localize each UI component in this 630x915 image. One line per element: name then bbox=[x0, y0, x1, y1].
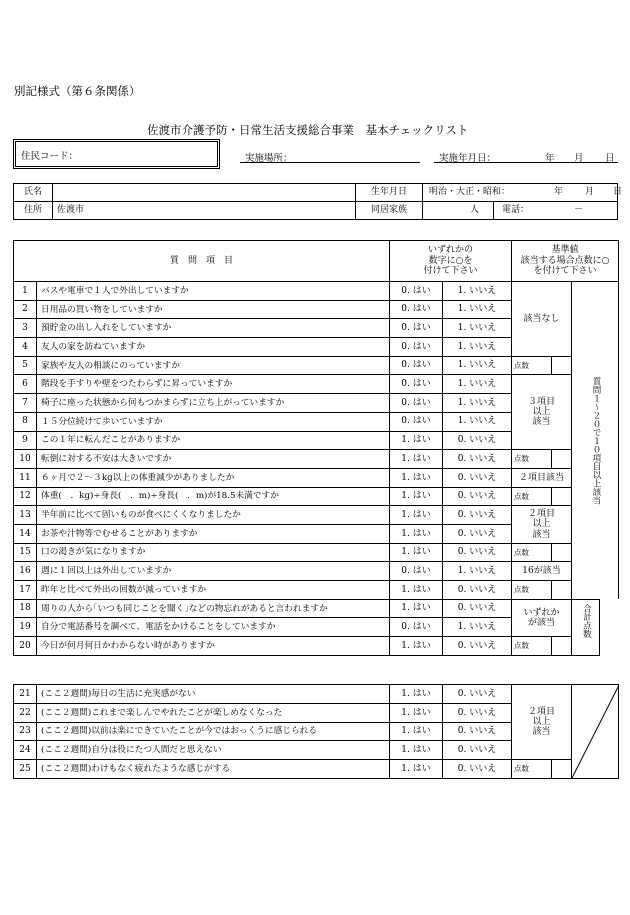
answer-option-b[interactable]: 1. いいえ bbox=[443, 282, 512, 301]
table-row bbox=[14, 506, 619, 525]
answer-option-b[interactable]: 0. いいえ bbox=[443, 703, 512, 722]
points-blank[interactable] bbox=[552, 543, 572, 562]
question-text: 週に１回以上は外出していますか bbox=[37, 562, 390, 581]
answer-option-b[interactable]: 1. いいえ bbox=[443, 375, 512, 394]
answer-option-b[interactable]: 1. いいえ bbox=[443, 618, 512, 637]
answer-option-a[interactable]: 1. はい bbox=[390, 431, 443, 450]
question-number: 22 bbox=[14, 703, 37, 722]
question-number: 2 bbox=[14, 300, 37, 319]
question-number: 12 bbox=[14, 487, 37, 506]
answer-option-a[interactable]: 0. はい bbox=[390, 319, 443, 338]
answer-option-b[interactable]: 0. いいえ bbox=[443, 637, 512, 656]
question-text: 転倒に対する不安は大きいですか bbox=[37, 450, 390, 469]
answer-option-b[interactable]: 0. いいえ bbox=[443, 685, 512, 704]
birth-label: 生年月日 bbox=[356, 184, 423, 202]
question-number: 9 bbox=[14, 431, 37, 450]
resident-code-label: 住民コード： bbox=[21, 151, 79, 162]
depression-table bbox=[13, 684, 619, 779]
question-number: 5 bbox=[14, 356, 37, 375]
question-number: 23 bbox=[14, 722, 37, 741]
diagonal-line bbox=[572, 685, 619, 778]
answer-option-b[interactable]: 0. いいえ bbox=[443, 599, 512, 618]
impl-date-year: 年 bbox=[545, 153, 555, 164]
points-blank[interactable] bbox=[552, 450, 572, 469]
table-row bbox=[14, 562, 619, 581]
answer-option-b[interactable]: 1. いいえ bbox=[443, 356, 512, 375]
points-cell[interactable]: 点数 bbox=[512, 581, 552, 600]
table-row bbox=[14, 581, 619, 600]
points-cell[interactable]: 点数 bbox=[512, 356, 552, 375]
impl-date-day: 日 bbox=[605, 153, 615, 164]
address-label: 住所 bbox=[14, 202, 53, 220]
criteria-2-items[interactable]: ２項目該当 bbox=[512, 468, 572, 487]
points-cell[interactable]: 点数 bbox=[512, 487, 552, 506]
name-field[interactable] bbox=[53, 184, 356, 202]
table-row bbox=[14, 282, 619, 301]
answer-option-b[interactable]: 0. いいえ bbox=[443, 450, 512, 469]
question-text: 今日が何月何日かわからない時がありますか bbox=[37, 637, 390, 656]
answer-option-b[interactable]: 1. いいえ bbox=[443, 319, 512, 338]
table-row bbox=[14, 599, 619, 618]
table-row bbox=[14, 468, 619, 487]
question-number: 18 bbox=[14, 599, 37, 618]
household-field[interactable] bbox=[423, 202, 494, 220]
answer-option-a[interactable]: 0. はい bbox=[390, 300, 443, 319]
question-number: 1 bbox=[14, 282, 37, 301]
answer-option-a[interactable]: 1. はい bbox=[390, 703, 443, 722]
answer-option-a[interactable]: 0. はい bbox=[390, 356, 443, 375]
question-number: 25 bbox=[14, 760, 37, 779]
criteria-either[interactable]: いずれか が該当 bbox=[512, 599, 572, 636]
question-text: 自分で電話番号を調べて、電話をかけることをしていますか bbox=[37, 618, 390, 637]
answer-option-b[interactable]: 0. いいえ bbox=[443, 431, 512, 450]
question-text: 階段を手すりや壁をつたわらずに昇っていますか bbox=[37, 375, 390, 394]
criteria-q1-20: 質問１～２０で１０項目以上該当 bbox=[590, 376, 601, 505]
table-row bbox=[14, 760, 619, 779]
question-number: 19 bbox=[14, 618, 37, 637]
impl-date-month: 月 bbox=[574, 153, 584, 164]
birth-day: 日 bbox=[613, 187, 623, 197]
question-number: 21 bbox=[14, 685, 37, 704]
doc-title: 佐渡市介護予防・日常生活支援総合事業 基本チェックリスト bbox=[147, 123, 469, 137]
answer-option-a[interactable]: 1. はい bbox=[390, 637, 443, 656]
table-row bbox=[14, 487, 619, 506]
total-cell[interactable] bbox=[572, 599, 600, 655]
question-number: 10 bbox=[14, 450, 37, 469]
personal-info-table bbox=[13, 183, 623, 220]
answer-option-b[interactable]: 0. いいえ bbox=[443, 722, 512, 741]
answer-option-a[interactable]: 1. はい bbox=[390, 741, 443, 760]
question-text: バスや電車で１人で外出していますか bbox=[37, 282, 390, 301]
answer-option-b[interactable]: 1. いいえ bbox=[443, 562, 512, 581]
question-text: 日用品の買い物をしていますか bbox=[37, 300, 390, 319]
total-blank[interactable] bbox=[600, 599, 619, 655]
answer-option-b[interactable]: 0. いいえ bbox=[443, 524, 512, 543]
answer-option-a[interactable]: 1. はい bbox=[390, 506, 443, 525]
points-blank[interactable] bbox=[552, 637, 572, 656]
answer-option-a[interactable]: 0. はい bbox=[390, 562, 443, 581]
points-blank[interactable] bbox=[552, 581, 572, 600]
question-text: (ここ２週間)毎日の生活に充実感がない bbox=[37, 685, 390, 704]
answer-option-a[interactable]: 1. はい bbox=[390, 543, 443, 562]
question-text: １５分位続けて歩いていますか bbox=[37, 412, 390, 431]
answer-option-a[interactable]: 1. はい bbox=[390, 581, 443, 600]
answer-option-a[interactable]: 1. はい bbox=[390, 487, 443, 506]
question-text: 周りの人から｢いつも同じことを聞く｣などの物忘れがあると言われますか bbox=[37, 599, 390, 618]
answer-col-header: いずれかの 数字に○を 付けて下さい bbox=[390, 241, 512, 282]
table-row bbox=[14, 375, 619, 394]
birth-year: 年 bbox=[554, 187, 564, 197]
question-number: 15 bbox=[14, 543, 37, 562]
points-cell[interactable]: 点数 bbox=[512, 450, 552, 469]
points-cell[interactable]: 点数 bbox=[512, 543, 552, 562]
answer-option-b[interactable]: 0. いいえ bbox=[443, 581, 512, 600]
criteria-3-items[interactable]: ３項目 以上 該当 bbox=[512, 375, 572, 450]
phone-label: 電話： bbox=[502, 205, 530, 215]
criteria-2-or-more[interactable]: ２項目 以上 該当 bbox=[512, 506, 572, 543]
table-row bbox=[14, 450, 619, 469]
household-unit: 人 bbox=[469, 205, 479, 216]
answer-option-a[interactable]: 0. はい bbox=[390, 338, 443, 357]
birth-field[interactable] bbox=[423, 184, 623, 202]
question-text: 昨年と比べて外出の回数が減っていますか bbox=[37, 581, 390, 600]
answer-option-a[interactable]: 0. はい bbox=[390, 375, 443, 394]
question-text: ６ヶ月で２～３kg以上の体重減少がありましたか bbox=[37, 468, 390, 487]
resident-code-box[interactable] bbox=[13, 139, 220, 169]
criteria-col-header: 基準値 該当する場合点数に○ を付けて下さい bbox=[512, 241, 619, 282]
question-number: 14 bbox=[14, 524, 37, 543]
answer-option-a[interactable]: 1. はい bbox=[390, 685, 443, 704]
answer-option-b[interactable]: 0. いいえ bbox=[443, 543, 512, 562]
question-number: 8 bbox=[14, 412, 37, 431]
answer-option-b[interactable]: 1. いいえ bbox=[443, 394, 512, 413]
answer-option-a[interactable]: 1. はい bbox=[390, 599, 443, 618]
points-blank[interactable] bbox=[552, 356, 572, 375]
question-text: 預貯金の出し入れをしていますか bbox=[37, 319, 390, 338]
question-text: お茶や汁物等でむせることがありますか bbox=[37, 524, 390, 543]
household-label: 同居家族 bbox=[356, 202, 423, 220]
criteria-q1-20-cell[interactable] bbox=[572, 282, 619, 600]
question-text: (ここ２週間)以前は楽にできていたことが今ではおっくうに感じられる bbox=[37, 722, 390, 741]
diagonal-stroke bbox=[572, 685, 619, 778]
table-row bbox=[14, 543, 619, 562]
phone-field[interactable] bbox=[494, 202, 618, 220]
question-text: 体重( ．kg)÷身長( ．m)÷身長( ．m)が18.5未満ですか bbox=[37, 487, 390, 506]
question-text: この１年に転んだことがありますか bbox=[37, 431, 390, 450]
question-text: (ここ２週間)これまで楽しんでやれたことが楽しめなくなった bbox=[37, 703, 390, 722]
total-label: 合計点数 bbox=[581, 603, 592, 638]
answer-option-b[interactable]: 0. いいえ bbox=[443, 506, 512, 525]
answer-option-a[interactable]: 1. はい bbox=[390, 450, 443, 469]
criteria-item16[interactable]: 16が該当 bbox=[512, 562, 572, 581]
question-number: 4 bbox=[14, 338, 37, 357]
table-row bbox=[14, 685, 619, 704]
question-text: 椅子に座った状態から何もつかまらずに立ち上がっていますか bbox=[37, 394, 390, 413]
question-number: 17 bbox=[14, 581, 37, 600]
impl-date-label: 実施年月日： bbox=[439, 153, 497, 164]
answer-option-a[interactable]: 0. はい bbox=[390, 394, 443, 413]
answer-option-b[interactable]: 1. いいえ bbox=[443, 412, 512, 431]
impl-date-line[interactable] bbox=[434, 162, 618, 163]
question-text: 家族や友人の相談にのっていますか bbox=[37, 356, 390, 375]
impl-place-label: 実施場所： bbox=[245, 153, 293, 164]
points-cell[interactable]: 点数 bbox=[512, 760, 552, 779]
birth-month: 月 bbox=[585, 187, 595, 197]
answer-option-b[interactable]: 1. いいえ bbox=[443, 300, 512, 319]
answer-option-a[interactable]: 1. はい bbox=[390, 722, 443, 741]
question-text: 半年前に比べて固いものが食べにくくなりましたか bbox=[37, 506, 390, 525]
answer-option-a[interactable]: 0. はい bbox=[390, 282, 443, 301]
points-blank[interactable] bbox=[552, 760, 572, 779]
criteria-2-or-more-b[interactable]: ２項目 以上 該当 bbox=[512, 685, 572, 760]
question-number: 24 bbox=[14, 741, 37, 760]
answer-option-a[interactable]: 0. はい bbox=[390, 412, 443, 431]
phone-dash: － bbox=[574, 205, 584, 215]
table-row bbox=[14, 356, 619, 375]
answer-option-b[interactable]: 0. いいえ bbox=[443, 487, 512, 506]
question-text: 友人の家を訪ねていますか bbox=[37, 338, 390, 357]
question-number: 11 bbox=[14, 468, 37, 487]
answer-option-b[interactable]: 0. いいえ bbox=[443, 468, 512, 487]
question-col-header: 質 問 項 目 bbox=[14, 241, 390, 282]
answer-option-b[interactable]: 0. いいえ bbox=[443, 760, 512, 779]
question-text: (ここ２週間)自分は役にたつ人間だと思えない bbox=[37, 741, 390, 760]
answer-option-a[interactable]: 1. はい bbox=[390, 468, 443, 487]
answer-option-b[interactable]: 0. いいえ bbox=[443, 741, 512, 760]
address-field[interactable]: 佐渡市 bbox=[53, 202, 356, 220]
checklist-table bbox=[13, 240, 619, 656]
question-number: 16 bbox=[14, 562, 37, 581]
question-number: 13 bbox=[14, 506, 37, 525]
era-label: 明治・大正・昭和： bbox=[429, 187, 511, 197]
question-text: 口の渇きが気になりますか bbox=[37, 543, 390, 562]
answer-option-a[interactable]: 0. はい bbox=[390, 618, 443, 637]
table-row bbox=[14, 637, 619, 656]
answer-option-a[interactable]: 1. はい bbox=[390, 760, 443, 779]
criteria-none[interactable]: 該当なし bbox=[512, 282, 572, 357]
question-number: 3 bbox=[14, 319, 37, 338]
points-cell[interactable]: 点数 bbox=[512, 637, 552, 656]
answer-option-a[interactable]: 1. はい bbox=[390, 524, 443, 543]
answer-option-b[interactable]: 1. いいえ bbox=[443, 338, 512, 357]
impl-place-line[interactable] bbox=[240, 162, 420, 163]
question-number: 7 bbox=[14, 394, 37, 413]
question-number: 20 bbox=[14, 637, 37, 656]
points-blank[interactable] bbox=[552, 487, 572, 506]
name-label: 氏名 bbox=[14, 184, 53, 202]
question-number: 6 bbox=[14, 375, 37, 394]
diagonal-cell bbox=[572, 685, 619, 779]
form-label: 別記様式（第６条関係） bbox=[14, 84, 141, 98]
question-text: (ここ２週間)わけもなく疲れたような感じがする bbox=[37, 760, 390, 779]
